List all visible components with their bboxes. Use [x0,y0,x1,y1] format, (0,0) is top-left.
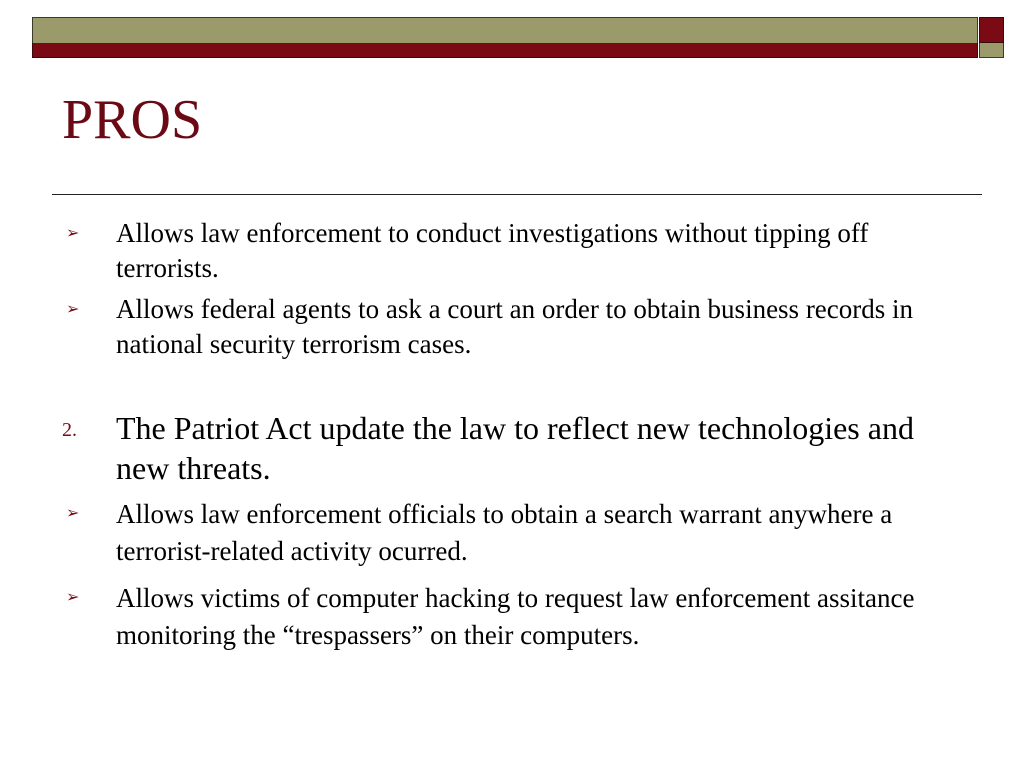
list-item [62,496,962,570]
arrow-bullet-icon: ➢ [66,225,80,242]
arrow-bullet-icon: ➢ [66,505,80,522]
arrow-bullet-icon: ➢ [66,301,80,318]
header-band-olive [32,17,978,43]
list-item-text: Allows federal agents to ask a court an order to obtain business records in national security terrorism cases. [116,294,914,359]
header-band-maroon [32,43,978,58]
list-item-text: Allows law enforcement officials to obtain a search warrant anywhere a terrorist-related activity ocurred. [116,499,893,566]
slide-body [62,210,962,654]
list-item [62,216,962,286]
arrow-bullet-icon: ➢ [66,589,80,606]
list-item [62,580,962,654]
list-item-text: The Patriot Act update the law to reflect new technologies and new threats. [116,410,914,486]
list-number: 2. [62,419,77,441]
list-item-text: Allows victims of computer hacking to request law enforcement assitance monitoring the “trespassers” on their computers. [116,583,915,650]
title-divider [52,194,982,195]
corner-square-maroon [979,17,1004,43]
corner-square-olive [979,43,1004,58]
list-item-text: Allows law enforcement to conduct investigations without tipping off terrorists. [116,218,869,283]
list-item [62,292,962,362]
numbered-item [62,408,962,488]
slide-title: PROS [62,89,203,151]
